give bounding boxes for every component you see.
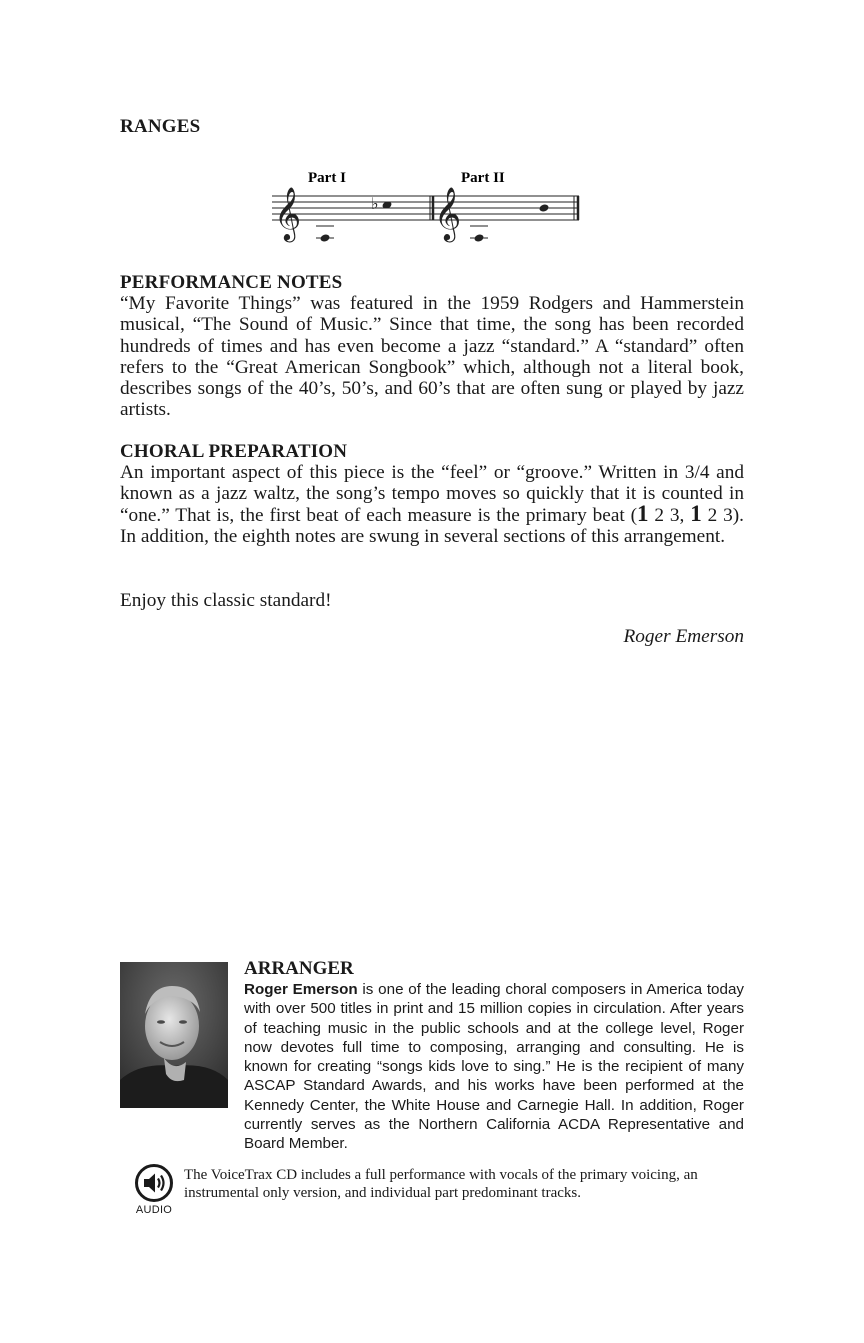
part-1-label: Part I [308, 170, 346, 186]
speaker-icon [134, 1163, 174, 1208]
choral-preparation-body [120, 462, 744, 547]
beat-one: 1 [637, 500, 649, 526]
performance-notes-body: “My Favorite Things” was featured in the 1959 Rodgers and Hammerstein musical, “The Sound of Music.” Since that time, the song has been recorded hundreds of times and has even become a jazz “standard.” A “standard” often refers to the “Great American Songbook” which, although not a literal book, describes songs of the 40’s, 50’s, and 60’s that are often sung or played by jazz artists. [120, 293, 744, 421]
range-staff [268, 162, 584, 248]
choral-text-part1: An important aspect of this piece is the “feel” or “groove.” Written in 3/4 and known as a jazz waltz, the song’s tempo moves so quickly that it is counted in “one.” That is, the first beat of each measure is the primary beat ( [120, 462, 744, 526]
performance-notes-heading: PERFORMANCE NOTES [120, 272, 343, 293]
staff-lines [272, 196, 579, 220]
treble-clef-icon [434, 186, 461, 242]
closing-line: Enjoy this classic standard! [120, 590, 332, 611]
svg-text:𝄞: 𝄞 [434, 186, 462, 240]
note-part1-low [316, 226, 334, 243]
ranges-heading: RANGES [120, 116, 201, 137]
arranger-name: Roger Emerson [244, 981, 358, 998]
choral-text-part2: ). In addition, the eighth notes are swung in several sections of this arrangement. [120, 504, 744, 547]
svg-text:𝄞: 𝄞 [274, 186, 302, 240]
audio-note: The VoiceTrax CD includes a full performance with vocals of the primary voicing, an instrumental only version, and individual part predominant tracks. [184, 1167, 698, 1201]
signature: Roger Emerson [623, 626, 744, 647]
note-part1-high [371, 194, 392, 213]
arranger-bio [244, 980, 744, 1154]
note-part2-low [470, 226, 488, 243]
beat-rest: 2 3, [648, 504, 691, 526]
treble-clef-icon [274, 186, 301, 242]
flat-icon: ♭ [371, 194, 379, 213]
arranger-heading: ARRANGER [244, 958, 354, 979]
audio-label: AUDIO [135, 1204, 173, 1216]
part-2-label: Part II [461, 170, 505, 186]
beat-one: 1 [690, 500, 702, 526]
choral-preparation-heading: CHORAL PREPARATION [120, 441, 348, 462]
beat-rest: 2 3 [701, 504, 733, 526]
arranger-bio-text: is one of the leading choral composers in America today with over 500 titles in print and 15 million copies in circulation. After years of teaching music in the public schools and at the college level, Roger now devotes full time to composing, arranging and consulting. He is known for creating “songs kids love to sing.” He is the recipient of many ASCAP Standard Awards, and his works have been performed at the Kennedy Center, the White House and Carnegie Hall. In addition, Roger currently serves as the Northern California ACDA Representative and Board Member. [244, 981, 744, 1153]
note-part2-high [539, 203, 550, 212]
arranger-photo [120, 962, 228, 1108]
